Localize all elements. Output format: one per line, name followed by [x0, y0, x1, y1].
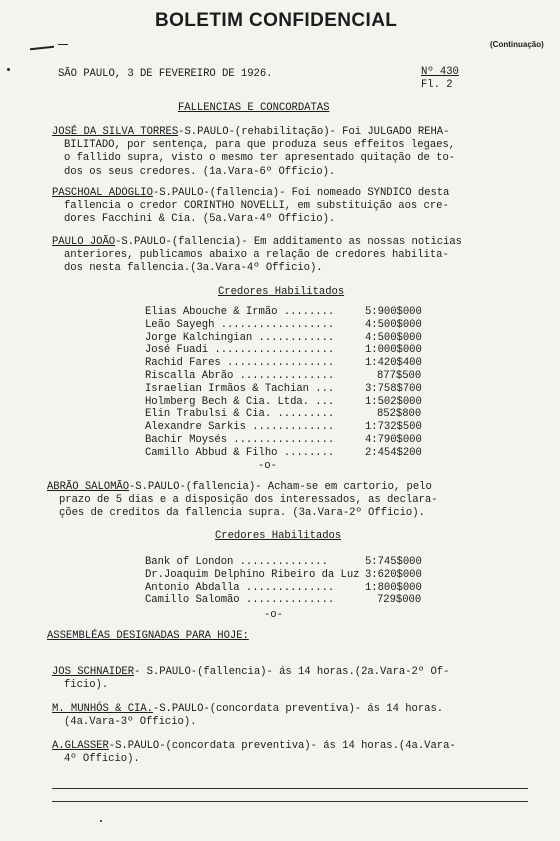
creditor-name: Elin Trabulsi & Cia. .........	[145, 408, 335, 421]
creditors-list	[145, 306, 457, 460]
creditor-name: Alexandre Sarkis .............	[145, 421, 335, 434]
creditor-value: 729$000	[377, 594, 422, 607]
creditor-value: 5:900$000	[365, 306, 422, 318]
creditor-name: Camillo Salomão ..............	[145, 594, 335, 607]
creditor-name: José Fuadi ...................	[145, 344, 335, 357]
separator: -o-	[258, 460, 277, 472]
creditor-row	[145, 332, 457, 345]
entry-line: -S.PAULO-(fallencia)- Foi nomeado SYNDICO desta	[152, 187, 450, 199]
assembly-line: (4a.Vara-3º Officio).	[64, 716, 197, 729]
entry-line: dos nesta fallencia.(3a.Vara-4º Officio).	[64, 262, 323, 275]
bulletin-number: Nº 430	[421, 66, 459, 78]
creditor-value: 4:500$000	[365, 331, 422, 344]
creditor-name: Bank of London ..............	[145, 556, 328, 568]
entry-abrao-salomao	[47, 481, 527, 521]
entry-paulo-joao	[52, 236, 522, 276]
creditor-value: 1:420$400	[365, 357, 422, 370]
creditor-value: 2:454$200	[365, 446, 422, 459]
entry-name: PASCHOAL ADOGLIO	[52, 187, 153, 199]
entry-name: ABRÃO SALOMÃO	[47, 481, 129, 493]
creditor-row	[145, 396, 457, 409]
creditor-row	[145, 582, 457, 595]
creditor-row	[145, 408, 457, 421]
entry-line: ções de creditos da fallencia supra. (3a.Vara-2º Officio).	[59, 507, 425, 520]
creditor-name: Leão Sayegh ..................	[145, 318, 335, 331]
entry-line: dos os seus credores. (1a.Vara-6º Officio).	[64, 165, 336, 178]
creditor-row	[145, 569, 457, 582]
assembly-line: 4º Officio).	[64, 753, 140, 766]
continuation-label: (Continuação)	[490, 40, 544, 49]
creditor-value: 3:620$000	[365, 568, 422, 581]
creditor-value: 1:732$500	[365, 421, 422, 434]
creditor-name: Elias Abouche & Irmão ........	[145, 306, 335, 318]
separator: -o-	[264, 609, 283, 621]
sheet-number: Fl. 2	[421, 79, 453, 91]
entry-name: JOSÉ DA SILVA TORRES	[52, 126, 179, 138]
creditor-name: Rachid Fares .................	[145, 357, 335, 370]
entry-line: dores Facchini & Cia. (5a.Vara-4º Officio).	[64, 213, 336, 226]
creditor-row	[145, 421, 457, 434]
creditor-value: 1:502$000	[365, 395, 422, 408]
creditor-row	[145, 556, 457, 569]
divider-rule	[52, 801, 528, 802]
assembly-name: A.GLASSER	[52, 740, 109, 752]
entry-line: prazo de 5 dias e a disposição dos interessados, as declara-	[59, 494, 438, 507]
creditor-value: 4:790$000	[365, 433, 422, 446]
creditor-row	[145, 319, 457, 332]
entry-line: BILITADO, por sentença, para que produza seus effeitos legaes,	[64, 139, 456, 152]
creditor-row	[145, 383, 457, 396]
creditors-list	[145, 556, 457, 607]
assembly-name: M. MUNHÓS & CIA.	[52, 703, 153, 715]
creditor-name: Israelian Irmãos & Tachian ...	[145, 382, 335, 395]
creditor-name: Jorge Kalchingian ............	[145, 331, 335, 344]
creditor-value: 3:758$700	[365, 382, 422, 395]
creditor-name: Antonio Abdalla ..............	[145, 581, 335, 594]
assembly-line: -S.PAULO-(concordata preventiva)- ás 14 horas.	[152, 703, 444, 715]
divider-rule	[52, 788, 528, 789]
ink-dot	[7, 68, 10, 71]
assembly-line: - S.PAULO-(fallencia)- ás 14 horas.(2a.Vara-2º Of-	[134, 666, 450, 678]
creditors-heading: Credores Habilitados	[218, 286, 345, 298]
entry-line: -S.PAULO-(fallencia)- Em additamento as nossas noticias	[115, 236, 462, 248]
entry-line: -S.PAULO-(fallencia)- Acham-se em cartorio, pelo	[129, 481, 432, 493]
entry-line: fallencia o credor CORINTHO NOVELLI, em substituição aos cre-	[64, 200, 449, 213]
creditor-value: 877$500	[377, 369, 422, 382]
entry-line: -S.PAULO-(rehabilitação)- Foi JULGADO REHA-	[178, 126, 450, 138]
document-title: BOLETIM CONFIDENCIAL	[155, 10, 398, 31]
creditor-row	[145, 357, 457, 370]
assembly-item	[52, 703, 522, 729]
creditor-row	[145, 370, 457, 383]
creditor-name: Riscalla Abrão ...............	[145, 369, 335, 382]
creditor-row	[145, 447, 457, 460]
entry-paschoal-adoglio	[52, 187, 522, 227]
creditor-value: 1:000$000	[365, 344, 422, 357]
assembly-line: -S.PAULO-(concordata preventiva)- ás 14 horas.(4a.Vara-	[108, 740, 456, 752]
ink-dot	[100, 820, 102, 822]
assembly-line: ficio).	[64, 679, 109, 692]
creditor-row	[145, 594, 457, 607]
creditor-name: Holmberg Bech & Cia. Ltda. ...	[145, 395, 335, 408]
assemblies-heading: ASSEMBLÉAS DESIGNADAS PARA HOJE:	[47, 630, 249, 642]
creditor-row	[145, 306, 457, 319]
entry-line: o fallido supra, visto o mesmo ter apresentado quitação de to-	[64, 152, 456, 165]
creditor-name: Dr.Joaquim Delphino Ribeiro da Luz	[145, 568, 360, 581]
creditor-row	[145, 344, 457, 357]
section-title: FALLENCIAS E CONCORDATAS	[178, 102, 330, 114]
entry-jose-da-silva-torres	[52, 126, 522, 179]
creditor-value: 852$800	[377, 408, 422, 421]
creditor-value: 1:800$000	[365, 581, 422, 594]
creditor-name: Camillo Abbud & Filho ........	[145, 446, 335, 459]
assembly-item	[52, 666, 522, 692]
dateline: SÃO PAULO, 3 DE FEVEREIRO DE 1926.	[58, 68, 273, 80]
entry-name: PAULO JOÃO	[52, 236, 116, 248]
ink-mark	[58, 44, 68, 45]
creditor-name: Bachir Moysés ................	[145, 433, 335, 446]
creditor-value: 4:500$000	[365, 318, 422, 331]
assembly-item	[52, 740, 522, 766]
assembly-name: JOS SCHNAIDER	[52, 666, 134, 678]
creditor-row	[145, 434, 457, 447]
creditors-heading: Credores Habilitados	[215, 530, 342, 542]
entry-line: anteriores, publicamos abaixo a relação de credores habilita-	[64, 249, 449, 262]
ink-mark	[30, 46, 54, 50]
creditor-value: 5:745$000	[365, 556, 422, 568]
